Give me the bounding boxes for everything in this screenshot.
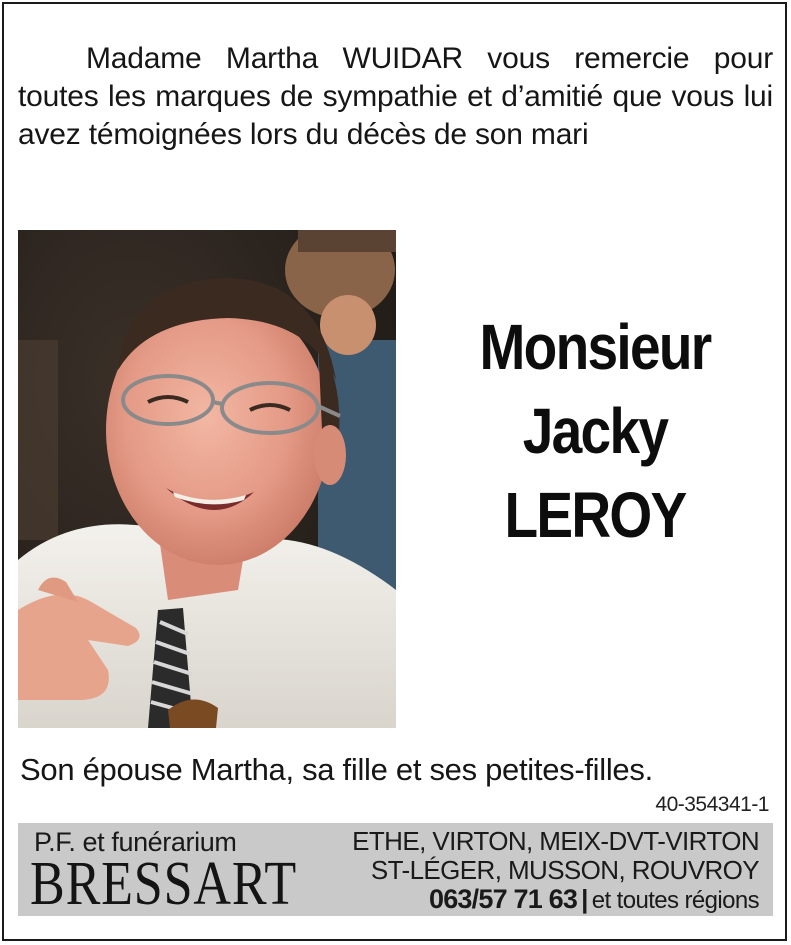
funeral-home-locations [352,827,759,915]
deceased-name [400,305,790,557]
locations-line-1: ETHE, VIRTON, MEIX-DVT-VIRTON [352,826,759,856]
contact-line [352,885,759,915]
portrait-photo [18,230,396,728]
funeral-home-banner [18,823,773,916]
deceased-first-name: Jacky [522,395,668,467]
locations-line-2: ST-LÉGER, MUSSON, ROUVROY [370,855,759,885]
phone-number: 063/57 71 63 [429,884,578,914]
family-line: Son épouse Martha, sa fille et ses petites-filles. [20,752,653,787]
funeral-home-brand: BRESSART [30,850,297,918]
thank-you-text: Madame Martha WUIDAR vous remercie pour toutes les marques de sympathie et d’amitié que vous lui avez témoignées lors du décès de son mari [18,42,773,151]
reference-number: 40-354341-1 [655,793,769,816]
regions-text: et toutes régions [591,887,759,914]
deceased-title: Monsieur [479,311,711,383]
deceased-last-name: LEROY [504,479,686,551]
funeral-home-subtitle: P.F. et funérarium [34,827,237,857]
separator: | [581,884,588,914]
